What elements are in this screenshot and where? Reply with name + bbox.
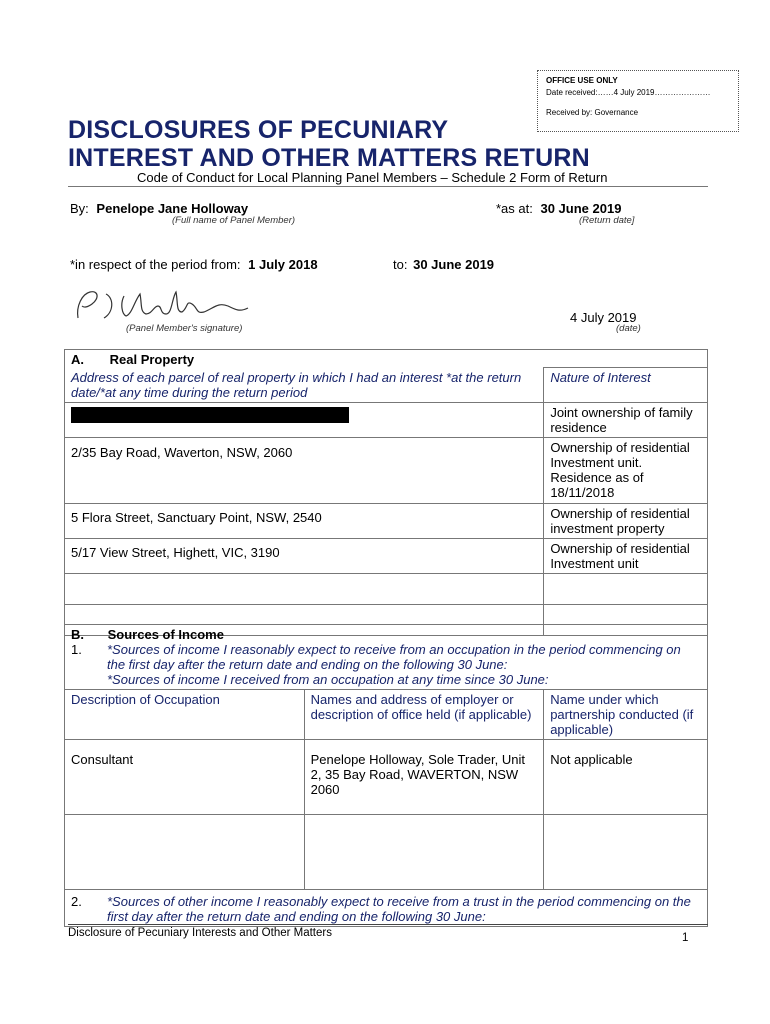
section-a-heading (65, 350, 708, 368)
as-at-label: *as at: (496, 201, 533, 216)
employer: Penelope Holloway, Sole Trader, Unit 2, 35 Bay Road, WAVERTON, NSW 2060 (304, 740, 544, 815)
item-1-text-a: *Sources of income I reasonably expect to receive from an occupation in the period commencing on the first day after the return date and ending on the following 30 June: (107, 642, 681, 672)
table-row (65, 538, 708, 573)
section-b-heading (65, 625, 708, 643)
item-2-text: *Sources of other income I reasonably expect to receive from a trust in the period commencing on the first day after the return date and ending on the following 30 June: (107, 894, 691, 924)
nature-of-interest-header: Nature of Interest (544, 368, 708, 403)
to-label: to: (393, 257, 408, 272)
period-label: *in respect of the period from: (70, 257, 241, 272)
footer-divider (68, 924, 708, 925)
member-name-caption: (Full name of Panel Member) (172, 215, 296, 226)
empty-cell (65, 815, 305, 890)
table-row (65, 740, 708, 815)
office-use-heading: OFFICE USE ONLY (546, 76, 618, 85)
as-at-line (496, 201, 621, 216)
partnership: Not applicable (544, 740, 708, 815)
section-b-item-1 (65, 642, 708, 690)
period-to-line (393, 257, 494, 272)
income-sources-table (64, 624, 708, 927)
empty-cell (544, 815, 708, 890)
empty-cell (544, 573, 708, 604)
property-address: 5/17 View Street, Highett, VIC, 3190 (65, 538, 544, 573)
occupation-header: Description of Occupation (65, 690, 305, 740)
page-subtitle: Code of Conduct for Local Planning Panel Members – Schedule 2 Form of Return (137, 170, 608, 185)
title-divider (68, 186, 708, 187)
table-row (65, 815, 708, 890)
section-b-letter: B. (71, 627, 84, 642)
date-received: Date received:……4 July 2019………………… (546, 88, 711, 97)
property-address: 2/35 Bay Road, Waverton, NSW, 2060 (65, 437, 544, 503)
period-to: 30 June 2019 (413, 257, 495, 272)
occupation: Consultant (65, 740, 305, 815)
table-row (65, 402, 708, 437)
footer-text: Disclosure of Pecuniary Interests and Other Matters (68, 927, 332, 939)
table-row (65, 573, 708, 604)
nature-of-interest: Ownership of residential investment property (544, 503, 708, 538)
item-2-number: 2. (71, 894, 82, 909)
empty-cell (304, 815, 544, 890)
nature-of-interest: Ownership of residential Investment unit (544, 538, 708, 573)
signature-image (68, 284, 258, 328)
item-1-number: 1. (71, 642, 82, 657)
page-title (68, 116, 590, 172)
property-address-redacted (65, 402, 544, 437)
real-property-table (64, 349, 708, 636)
redaction-block (71, 407, 349, 423)
section-a-letter: A. (71, 352, 84, 367)
period-from: 1 July 2018 (248, 257, 318, 272)
by-label: By: (70, 201, 89, 216)
page-number: 1 (682, 932, 689, 944)
property-address: 5 Flora Street, Sanctuary Point, NSW, 2540 (65, 503, 544, 538)
section-b-item-2 (65, 890, 708, 927)
table-row (65, 437, 708, 503)
return-date-caption: (Return date] (579, 215, 635, 226)
partnership-header: Name under which partnership conducted (if applicable) (544, 690, 708, 740)
nature-of-interest: Ownership of residential Investment unit. Residence as of 18/11/2018 (544, 437, 708, 503)
nature-of-interest: Joint ownership of family residence (544, 402, 708, 437)
signed-date-caption: (date) (616, 323, 641, 334)
empty-cell (65, 573, 544, 604)
section-a-title: Real Property (109, 352, 195, 367)
signature-caption: (Panel Member's signature) (126, 323, 243, 334)
section-b-title: Sources of Income (107, 627, 224, 642)
member-name: Penelope Jane Holloway (96, 201, 249, 216)
return-date: 30 June 2019 (540, 201, 622, 216)
title-line-2: INTEREST AND OTHER MATTERS RETURN (68, 144, 590, 172)
period-from-line (70, 257, 318, 272)
by-line (70, 201, 248, 216)
signed-date: 4 July 2019 (570, 310, 637, 325)
property-address-header: Address of each parcel of real property in which I had an interest *at the return date/*at any time during the return period (65, 368, 544, 403)
title-line-1: DISCLOSURES OF PECUNIARY (68, 116, 449, 144)
employer-header: Names and address of employer or description of office held (if applicable) (304, 690, 544, 740)
item-1-text-b: *Sources of income I received from an occupation at any time since 30 June: (107, 672, 549, 687)
received-by: Received by: Governance (546, 108, 639, 117)
table-row (65, 503, 708, 538)
